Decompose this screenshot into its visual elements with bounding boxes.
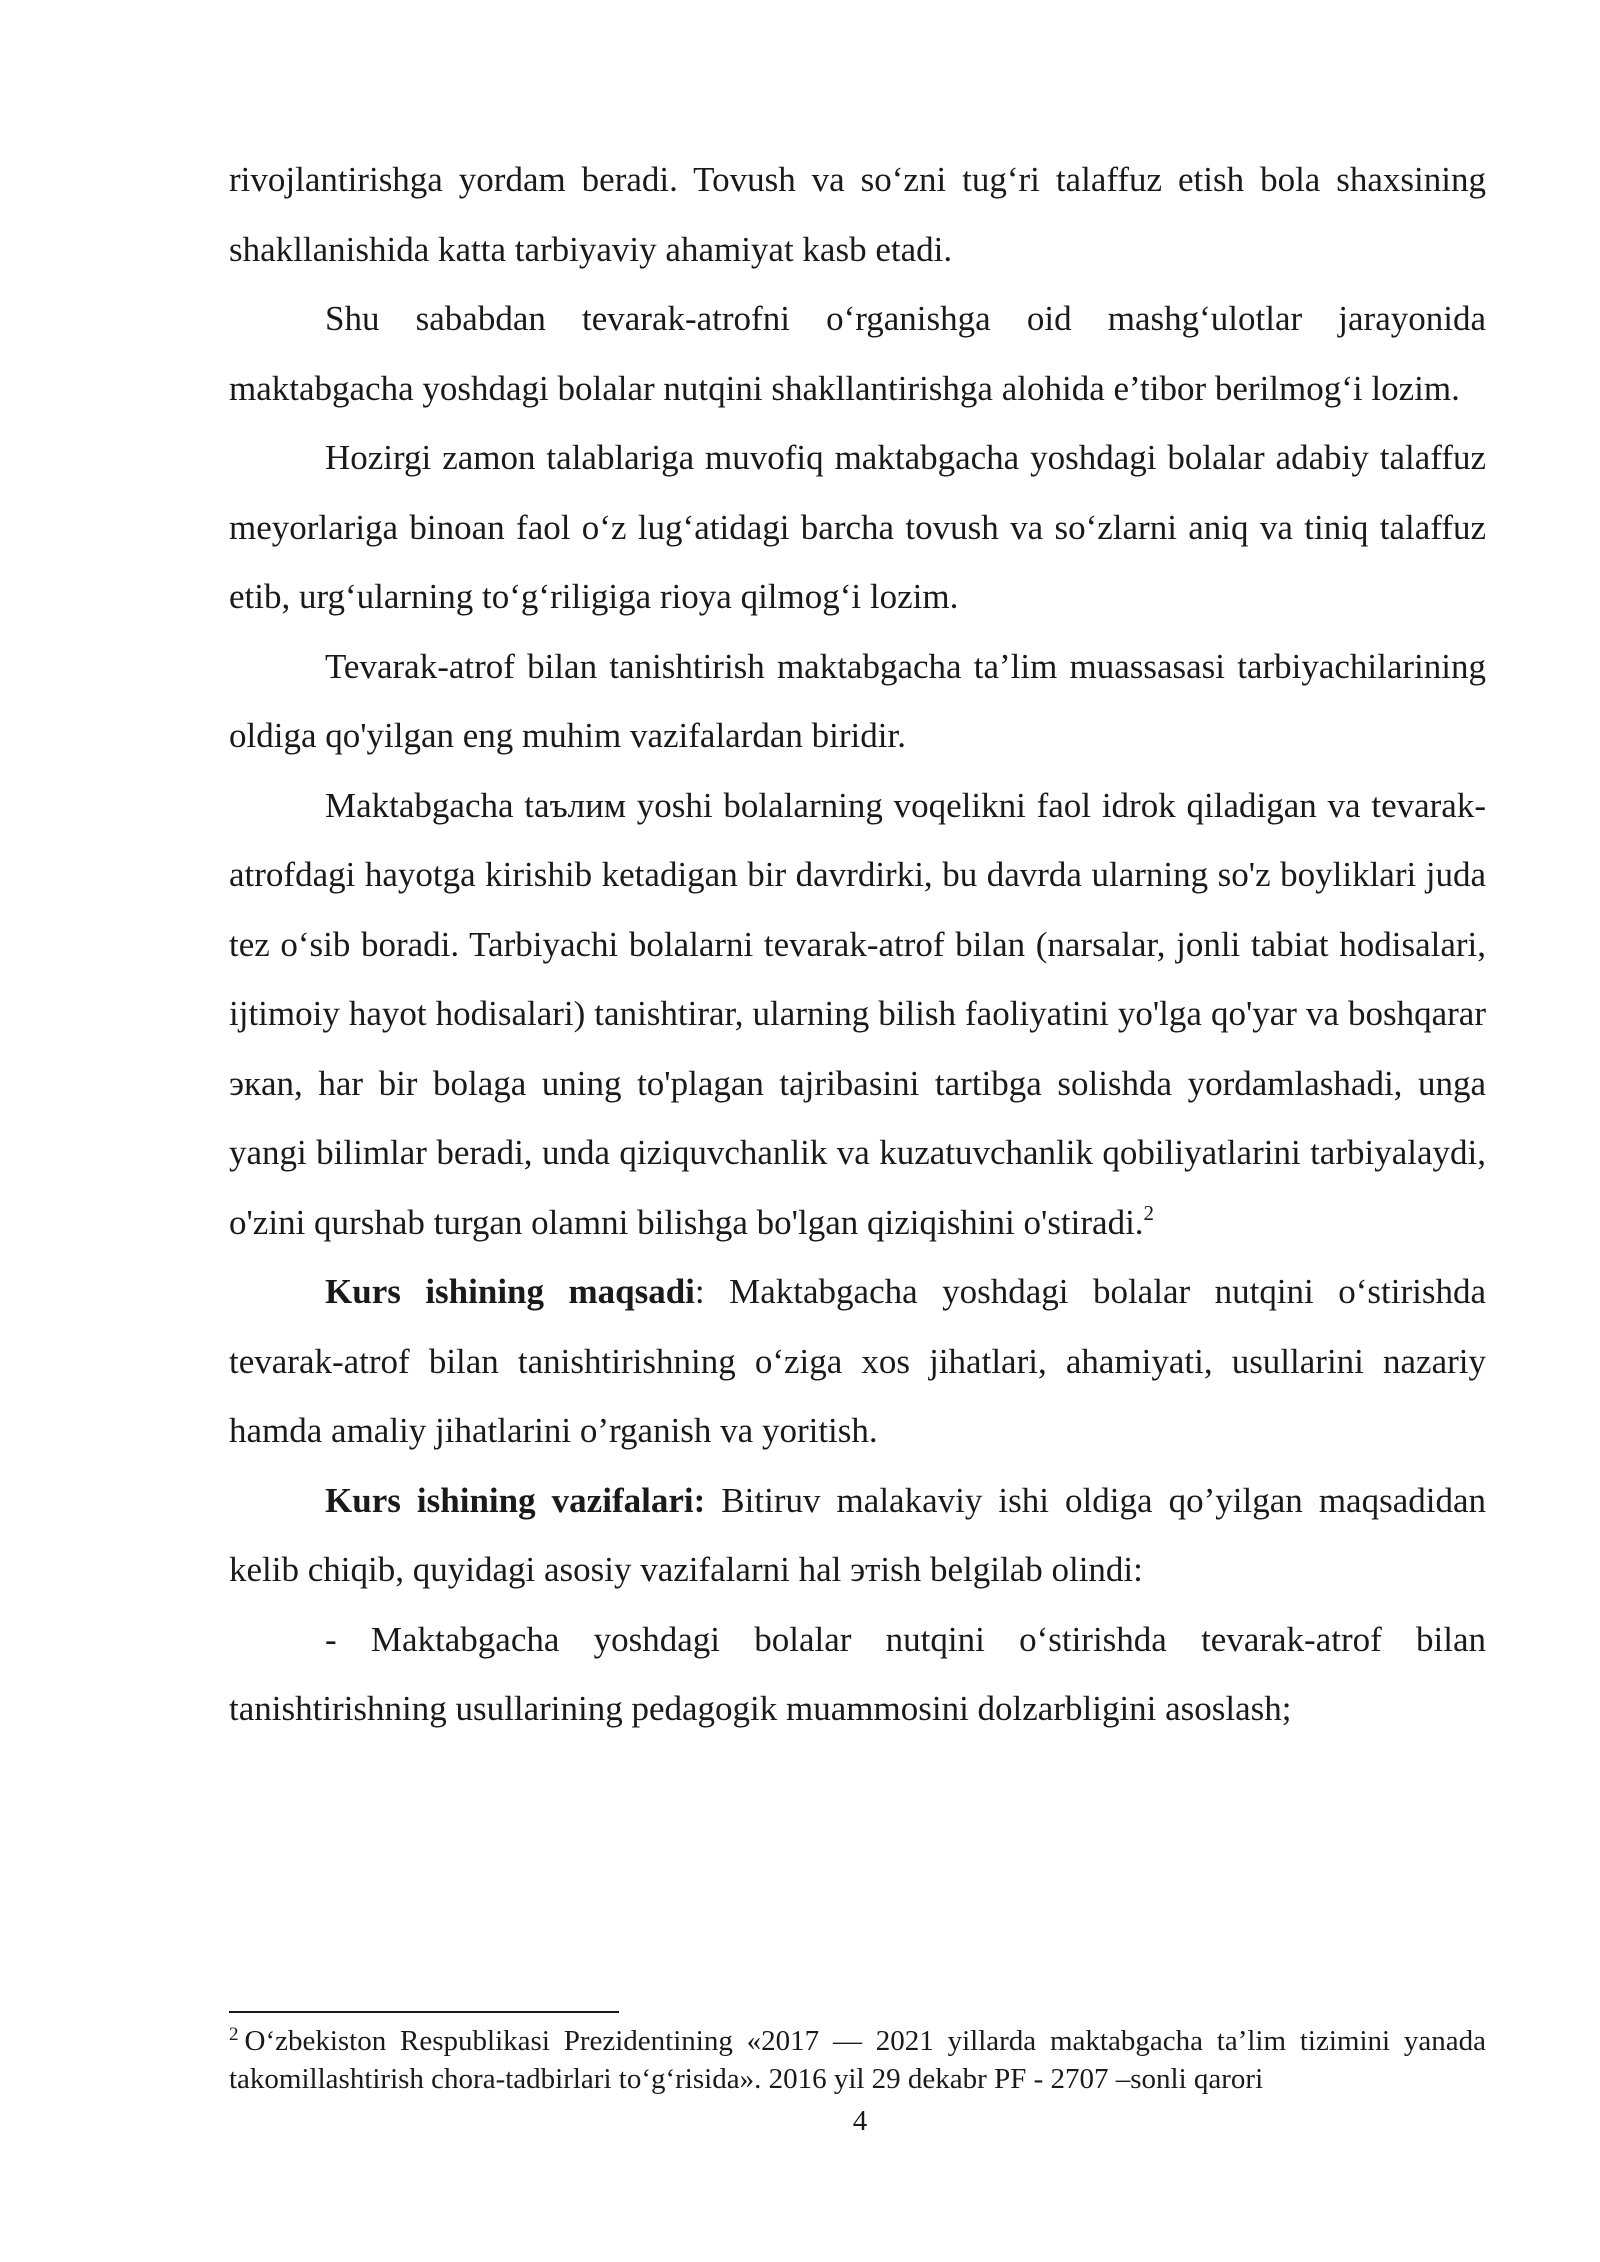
task-item-1: - Maktabgacha yoshdagi bolalar nutqini o‘stirishda tevarak-atrof bilan tanishtirishning usullarining pedagogik muammosini dolzarbligini asoslash; bbox=[229, 1619, 1486, 1728]
paragraph-1: rivojlantirishga yordam beradi. Tovush va so‘zni tug‘ri talaffuz etish bola shaxsining shakllanishida katta tarbiyaviy ahamiyat kasb etadi. bbox=[229, 160, 1486, 269]
goal-text: : Maktabgacha yoshdagi bolalar nutqini o‘stirishda tevarak-atrof bilan tanishtirishning o‘ziga xos jihatlari, ahamiyati, usullarini nazariy hamda amaliy jihatlarini o’rganish va yoritish. bbox=[229, 1272, 1487, 1450]
paragraph-4: Tevarak-atrof bilan tanishtirish maktabgacha ta’lim muassasasi tarbiyachilarining oldiga qo'yilgan eng muhim vazifalardan biridir. bbox=[229, 646, 1486, 755]
body-text bbox=[229, 145, 1486, 1744]
footnote-reference[interactable]: 2 bbox=[1143, 1200, 1155, 1225]
paragraph-5 bbox=[229, 771, 1486, 1258]
footnote bbox=[229, 2022, 1486, 2098]
paragraph-goal bbox=[229, 1257, 1486, 1466]
goal-heading: Kurs ishining maqsadi bbox=[325, 1272, 695, 1311]
paragraph-tasks bbox=[229, 1466, 1486, 1605]
page-number: 4 bbox=[852, 2105, 868, 2137]
tasks-heading: Kurs ishining vazifalari: bbox=[325, 1480, 706, 1520]
footnote-text: O‘zbekiston Respublikasi Prezidentining «2017 — 2021 yillarda maktabgacha ta’lim tizimini yanada takomillashtirish chora-tadbirlari to‘g‘risida». 2016 yil 29 dekabr PF - 2707 –sonli qarori bbox=[229, 2025, 1486, 2095]
paragraph-3: Hozirgi zamon talablariga muvofiq maktabgacha yoshdagi bolalar adabiy talaffuz meyorlariga binoan faol o‘z lug‘atidagi barcha tovush va so‘zlarni aniq va tiniq talaffuz etib, urg‘ularning to‘g‘riligiga rioya qilmog‘i lozim. bbox=[229, 438, 1486, 616]
paragraph-5-text: Maktabgacha taълим yoshi bolalarning voqelikni faol idrok qiladigan va tevarak-atrofdagi hayotga kirishib ketadigan bir davrdirki, bu davrda ularning so'z boyliklari juda tez o‘sib boradi. Tarbiyachi bolalarni tevarak-atrof bilan (narsalar, jonli tabiat hodisalari, ijtimoiy hayot hodisalari) tanishtirar, ularning bilish faoliyatini yo'lga qo'yar va boshqarar экan, har bir bolaga uning to'plagan tajribasini tartibga solishda yordamlashadi, unga yangi bilimlar beradi, unda qiziquvchanlik va kuzatuvchanlik qobiliyatlarini tarbiyalaydi, o'zini qurshab turgan olamni bilishga bo'lgan qiziqishini o'stiradi. bbox=[229, 785, 1486, 1242]
paragraph-2: Shu sababdan tevarak-atrofni o‘rganishga oid mashg‘ulotlar jarayonida maktabgacha yoshdagi bolalar nutqini shakllantirishga alohida e’tibor berilmog‘i lozim. bbox=[229, 299, 1486, 408]
footnote-mark: 2 bbox=[229, 2024, 239, 2045]
tasks-text: Bitiruv malakaviy ishi oldiga qo’yilgan maqsadidan kelib chiqib, quyidagi asosiy vazifalarni hal этish belgilab olindi: bbox=[229, 1480, 1486, 1589]
footnote-separator bbox=[229, 2011, 619, 2013]
